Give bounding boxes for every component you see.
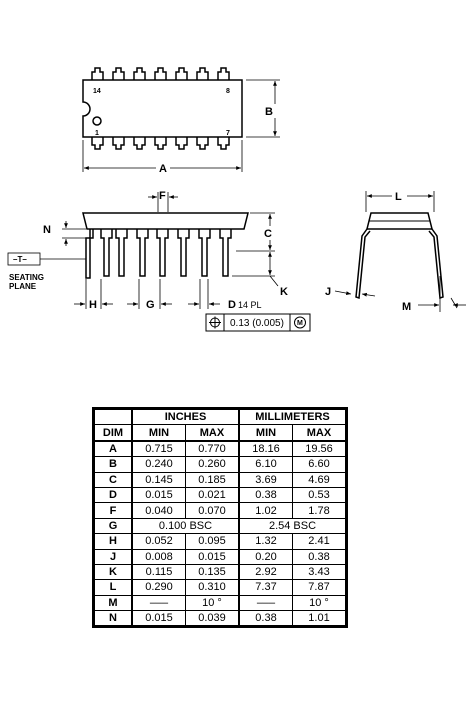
dim-letter: K — [95, 564, 133, 579]
table-row — [95, 472, 346, 487]
dim-g-label: G — [146, 299, 155, 311]
seating-plane-line2: PLANE — [9, 282, 37, 291]
inches-min-header: MIN — [132, 425, 186, 441]
dim-letter: J — [95, 549, 133, 564]
inches-header: INCHES — [132, 410, 239, 425]
dim-a-label: A — [159, 163, 167, 175]
dim-m-label: M — [402, 301, 412, 313]
top-view — [83, 68, 280, 172]
pin-1-marker — [93, 117, 101, 125]
inches-min: 0.290 — [132, 580, 186, 595]
mm-min: 3.69 — [239, 472, 293, 487]
mm-min: 18.16 — [239, 441, 293, 457]
dim-letter: L — [95, 580, 133, 595]
inches-max: 0.260 — [186, 457, 240, 472]
mm-min: 1.32 — [239, 534, 293, 549]
dim-header: DIM — [95, 425, 133, 441]
table-row — [95, 503, 346, 518]
table-row — [95, 534, 346, 549]
side-view-leads — [86, 229, 231, 278]
mm-min: 6.10 — [239, 457, 293, 472]
mm-min: 0.38 — [239, 487, 293, 502]
dim-d-note: 14 PL — [238, 300, 262, 310]
dim-b-label: B — [265, 106, 273, 118]
mm-max: 2.41 — [293, 534, 346, 549]
dim-letter: B — [95, 457, 133, 472]
mm-max: 19.56 — [293, 441, 346, 457]
top-view-body — [83, 80, 242, 137]
millimeters-header: MILLIMETERS — [239, 410, 346, 425]
position-icon — [209, 317, 221, 329]
dim-header-blank — [95, 410, 133, 425]
end-view — [335, 191, 466, 312]
inches-min: 0.015 — [132, 611, 186, 626]
mm-min: 2.92 — [239, 564, 293, 579]
dim-letter: G — [95, 518, 133, 533]
dim-l-label: L — [395, 191, 402, 203]
side-view-body — [83, 213, 248, 229]
tolerance-value: 0.13 (0.005) — [230, 318, 284, 329]
dimension-table — [94, 409, 346, 626]
dim-j-label: J — [325, 286, 332, 298]
table-row — [95, 487, 346, 502]
table-header-row-1 — [95, 410, 346, 425]
dim-letter: H — [95, 534, 133, 549]
dimension-rows — [95, 441, 346, 626]
mmc-modifier: M — [297, 320, 303, 327]
inches-min: 0.145 — [132, 472, 186, 487]
dim-letter: N — [95, 611, 133, 626]
table-row — [95, 441, 346, 457]
pin-14-label: 14 — [93, 88, 101, 95]
table-header-row-2 — [95, 425, 346, 441]
table-row — [95, 549, 346, 564]
inches-min: 0.240 — [132, 457, 186, 472]
dim-d-label: D — [228, 299, 236, 311]
inches-max: 0.015 — [186, 549, 240, 564]
table-row — [95, 457, 346, 472]
dim-letter: A — [95, 441, 133, 457]
inches-min: 0.015 — [132, 487, 186, 502]
mm-min: ––– — [239, 595, 293, 610]
dim-f-label: F — [159, 190, 166, 202]
mm-max: 0.38 — [293, 549, 346, 564]
top-view-lower-pins — [92, 137, 229, 149]
mm-max: 4.69 — [293, 472, 346, 487]
dim-n-label: N — [43, 224, 51, 236]
datum-t-label: –T– — [13, 255, 27, 264]
inches-min: 0.008 — [132, 549, 186, 564]
side-view — [8, 192, 278, 309]
dim-c-label: C — [264, 228, 272, 240]
mm-min: 0.20 — [239, 549, 293, 564]
inches-min: 0.715 — [132, 441, 186, 457]
inches-min: 0.052 — [132, 534, 186, 549]
dim-letter: C — [95, 472, 133, 487]
mm-max: 0.53 — [293, 487, 346, 502]
table-row — [95, 595, 346, 610]
mm-max: 1.78 — [293, 503, 346, 518]
inches-max: 0.095 — [186, 534, 240, 549]
inches-min: 0.040 — [132, 503, 186, 518]
dim-letter: F — [95, 503, 133, 518]
table-row — [95, 564, 346, 579]
mm-bsc: 2.54 BSC — [239, 518, 346, 533]
inches-max-header: MAX — [186, 425, 240, 441]
mm-min: 1.02 — [239, 503, 293, 518]
inches-max: 0.021 — [186, 487, 240, 502]
inches-max: 0.185 — [186, 472, 240, 487]
table-row — [95, 580, 346, 595]
mm-max: 10 ° — [293, 595, 346, 610]
inches-max: 0.039 — [186, 611, 240, 626]
mm-min-header: MIN — [239, 425, 293, 441]
inches-max: 10 ° — [186, 595, 240, 610]
pin-1-label: 1 — [95, 130, 99, 137]
inches-max: 0.070 — [186, 503, 240, 518]
mm-max: 3.43 — [293, 564, 346, 579]
table-row — [95, 518, 346, 533]
mm-max-header: MAX — [293, 425, 346, 441]
inches-max: 0.135 — [186, 564, 240, 579]
mm-min: 7.37 — [239, 580, 293, 595]
mm-max: 1.01 — [293, 611, 346, 626]
table-row — [95, 611, 346, 626]
pin-8-label: 8 — [226, 88, 230, 95]
inches-bsc: 0.100 BSC — [132, 518, 239, 533]
mm-min: 0.38 — [239, 611, 293, 626]
seating-plane-line1: SEATING — [9, 273, 44, 282]
inches-min: 0.115 — [132, 564, 186, 579]
inches-max: 0.770 — [186, 441, 240, 457]
dim-letter: M — [95, 595, 133, 610]
inches-min: ––– — [132, 595, 186, 610]
mm-max: 6.60 — [293, 457, 346, 472]
mm-max: 7.87 — [293, 580, 346, 595]
dim-h-label: H — [89, 299, 97, 311]
top-view-upper-pins — [92, 68, 229, 80]
inches-max: 0.310 — [186, 580, 240, 595]
dim-letter: D — [95, 487, 133, 502]
pin-7-label: 7 — [226, 130, 230, 137]
dim-k-label: K — [280, 286, 288, 298]
